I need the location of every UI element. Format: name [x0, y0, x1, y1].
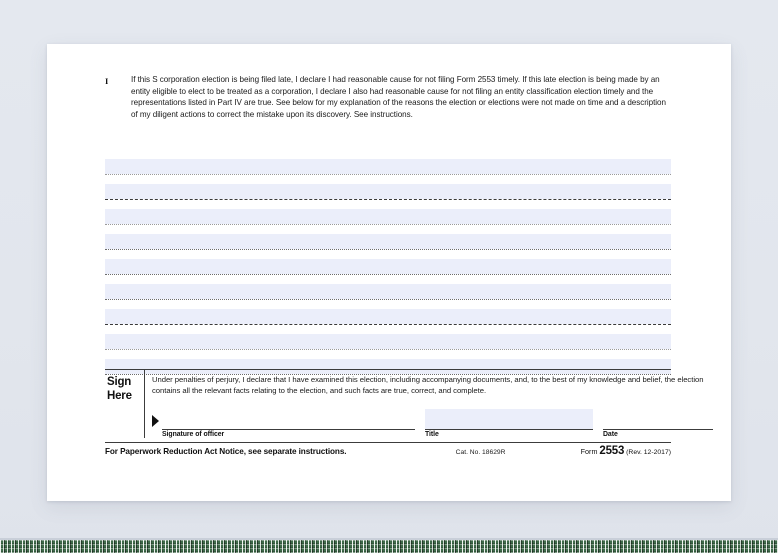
paperwork-reduction-notice: For Paperwork Reduction Act Notice, see separate instructions.	[105, 447, 347, 456]
title-input[interactable]	[425, 409, 593, 430]
write-in-line-4-field[interactable]	[105, 234, 671, 249]
write-in-line-4-rule	[105, 249, 671, 250]
write-in-line-6[interactable]	[105, 279, 671, 304]
sign-here-label-line1: Sign	[107, 376, 132, 388]
signature-block	[105, 369, 704, 439]
bottom-status-strip[interactable]	[0, 540, 778, 553]
page-footer	[105, 442, 671, 457]
write-in-line-6-field[interactable]	[105, 284, 671, 299]
write-in-line-3-rule	[105, 224, 671, 225]
sign-here-label-line2: Here	[107, 389, 132, 402]
write-in-line-1-rule	[105, 174, 671, 175]
late-election-marker: I	[105, 76, 109, 86]
signature-fields-row	[152, 408, 713, 438]
write-in-line-8[interactable]	[105, 329, 671, 354]
signature-of-officer-label: Signature of officer	[162, 431, 225, 439]
explanation-write-in-area[interactable]	[105, 154, 671, 379]
date-input[interactable]	[603, 409, 713, 430]
write-in-line-5-rule	[105, 274, 671, 275]
title-label: Title	[425, 431, 439, 439]
write-in-line-5[interactable]	[105, 254, 671, 279]
form-revision: (Rev. 12-2017)	[626, 449, 671, 456]
signature-body	[145, 370, 713, 438]
write-in-line-7-rule	[105, 324, 671, 325]
write-in-line-6-rule	[105, 299, 671, 300]
write-in-line-3-field[interactable]	[105, 209, 671, 224]
write-in-line-2[interactable]	[105, 179, 671, 204]
date-field[interactable]	[603, 409, 713, 438]
form-number: 2553	[599, 445, 625, 457]
title-field[interactable]	[425, 409, 593, 438]
write-in-line-8-field[interactable]	[105, 334, 671, 349]
write-in-line-2-rule	[105, 199, 671, 200]
form-page-sheet	[47, 44, 731, 501]
write-in-line-2-field[interactable]	[105, 184, 671, 199]
date-label: Date	[603, 431, 618, 439]
late-election-paragraph-row	[105, 74, 671, 120]
write-in-line-1[interactable]	[105, 154, 671, 179]
signature-of-officer-input[interactable]	[162, 409, 415, 430]
write-in-line-5-field[interactable]	[105, 259, 671, 274]
write-in-line-3[interactable]	[105, 204, 671, 229]
write-in-line-7-field[interactable]	[105, 309, 671, 324]
form-identifier	[581, 445, 671, 457]
perjury-statement: Under penalties of perjury, I declare that I have examined this election, including accompanying documents, and, to the best of my knowledge and belief, the election contains all the relevant facts relating to the election, and such facts are true, correct, and complete.	[152, 375, 704, 395]
write-in-line-8-rule	[105, 349, 671, 350]
late-election-text: If this S corporation election is being filed late, I declare I had reasonable cause for not filing Form 2553 timely. If this late election is being made by an entity eligible to elect to be treated as a corporation, I declare I also had reasonable cause for not filing an entity classification election timely and the representations listed in Part IV are true. See below for my explanation of the reasons the election or elections were not made on time and a description of my diligent actions to correct the mistake upon its discovery. See instructions.	[131, 75, 666, 119]
sign-here-label	[105, 370, 145, 438]
write-in-line-7[interactable]	[105, 304, 671, 329]
signature-of-officer-field[interactable]	[162, 409, 415, 438]
catalog-number: Cat. No. 18629R	[455, 449, 506, 456]
write-in-line-1-field[interactable]	[105, 159, 671, 174]
form-word-label: Form	[580, 447, 598, 456]
arrow-pointer-icon	[152, 415, 159, 427]
write-in-line-4[interactable]	[105, 229, 671, 254]
